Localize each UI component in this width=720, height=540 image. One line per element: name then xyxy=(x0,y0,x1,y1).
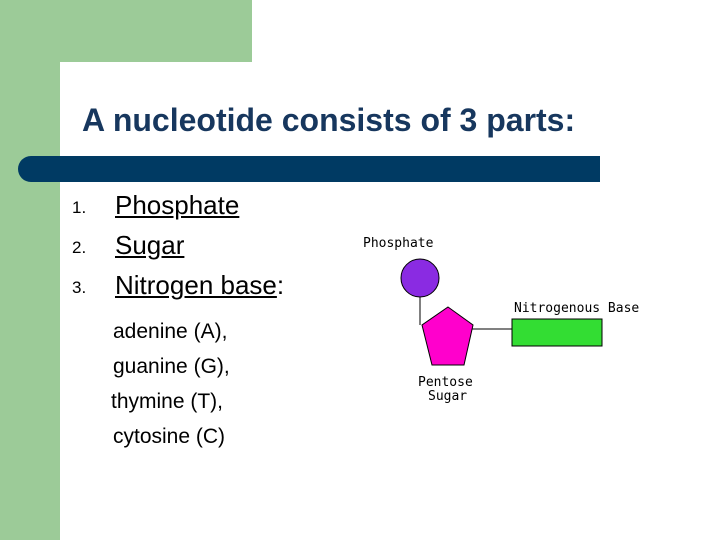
slide-title: A nucleotide consists of 3 parts: xyxy=(82,102,576,138)
base-adenine: adenine (A), xyxy=(113,320,228,343)
phosphate-label: Phosphate xyxy=(363,236,434,251)
bases-list xyxy=(113,314,230,454)
list-number: 3. xyxy=(72,278,87,297)
base-thymine: thymine (T), xyxy=(111,390,224,413)
colon: : xyxy=(276,270,285,300)
phosphate-text: Phosphate xyxy=(115,190,240,220)
nucleotide-diagram xyxy=(340,225,680,425)
side-green-bar xyxy=(0,0,60,540)
base-guanine: guanine (G), xyxy=(113,355,230,378)
list-text xyxy=(115,230,184,261)
base-cytosine: cytosine (C) xyxy=(113,425,226,448)
phosphate-circle xyxy=(401,259,439,297)
nitrogen-base-text: Nitrogen base xyxy=(115,270,277,300)
top-green-block xyxy=(0,0,252,62)
list-text xyxy=(115,190,239,221)
pentose-pentagon xyxy=(422,307,473,365)
nitrogenous-base-label: Nitrogenous Base xyxy=(514,301,640,316)
list-text xyxy=(115,270,284,301)
list-number: 2. xyxy=(72,238,87,257)
pentose-label: Pentose xyxy=(418,375,473,390)
sugar-text: Sugar xyxy=(115,230,185,260)
list-number: 1. xyxy=(72,198,87,217)
sugar-label: Sugar xyxy=(428,389,468,404)
title-underline-bar xyxy=(18,156,600,182)
nitrogenous-base-rect xyxy=(512,319,602,346)
